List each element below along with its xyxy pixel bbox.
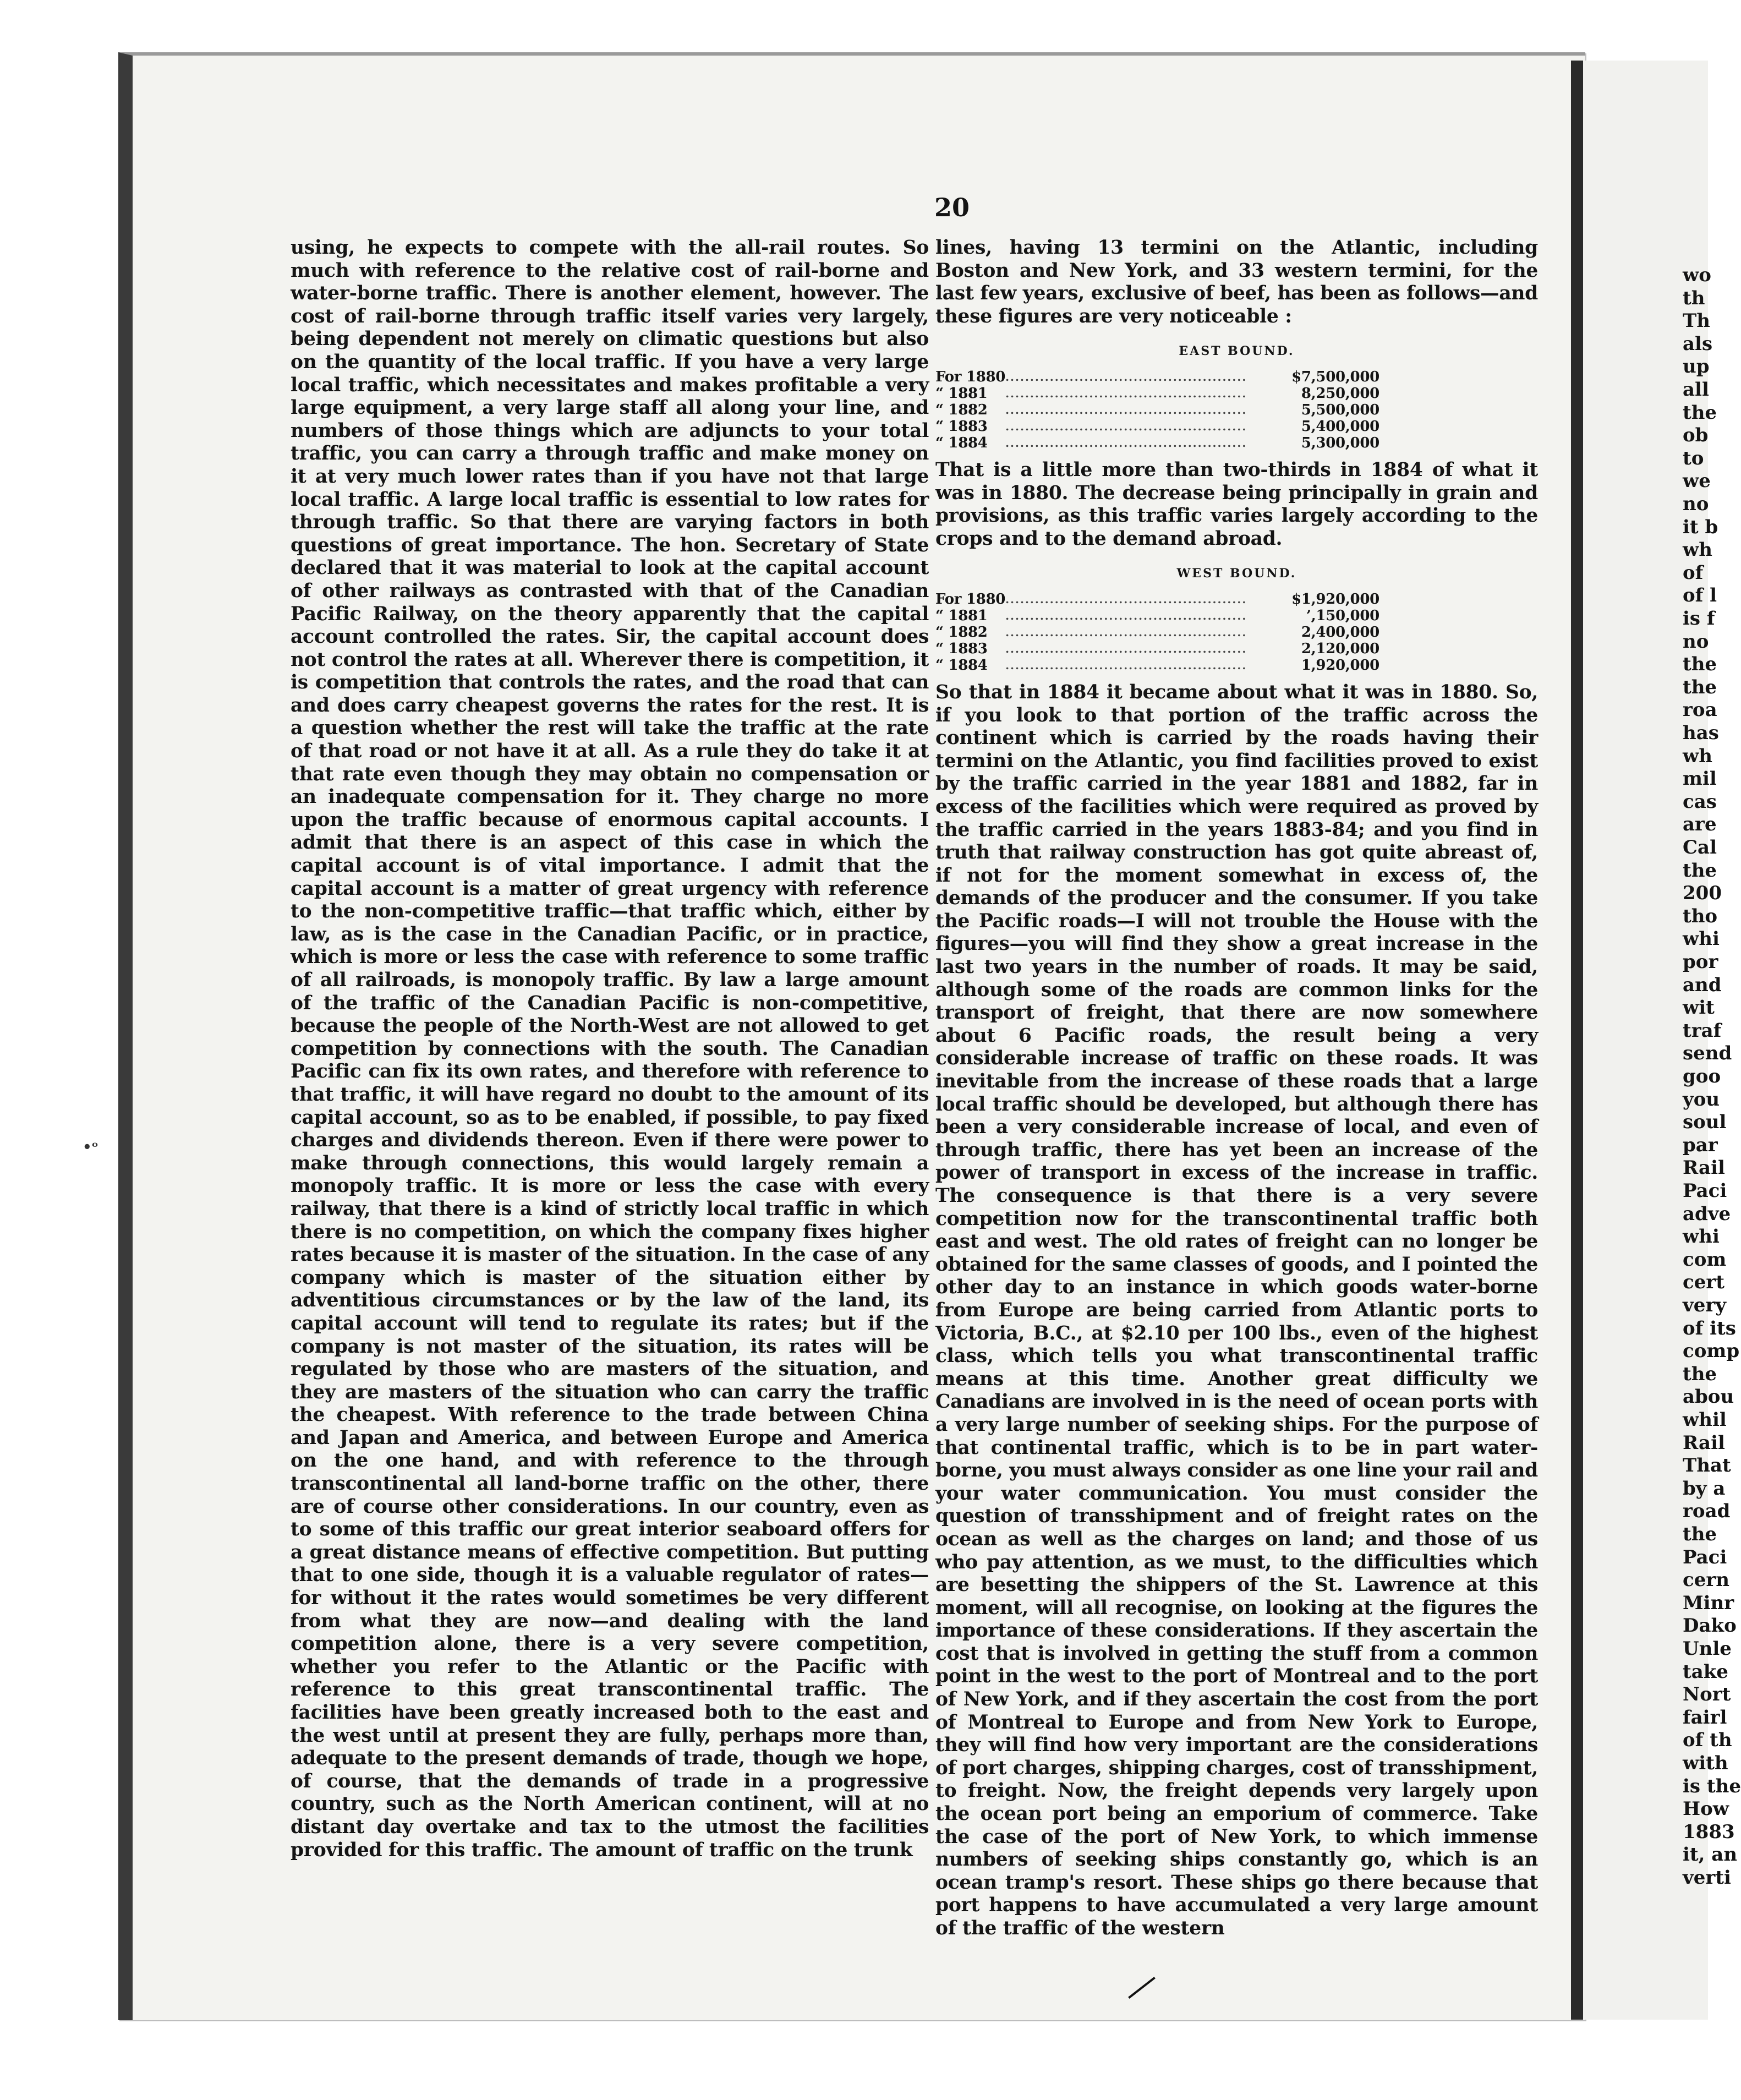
west-bound-heading: WEST BOUND.: [1176, 566, 1297, 581]
right-page-fragment: th: [1683, 287, 1705, 309]
right-page-fragment: is f: [1683, 608, 1715, 630]
left-column-text: using, he expects to compete with the all-rail routes. So much with reference to the relative cost of rail-borne and water-borne traffic. There is another element, however. The cost of rail-borne through traffic itself varies very largely, being dependent not merely on climatic questions but also on the quantity of the local traffic. If you have a very large local traffic, which necessitates and makes profitable a very large equipment, a very large staff all along your line, and numbers of those things which are adjuncts to your total traffic, you can carry a through traffic and make money on it at very much lower rates than if you have not that large local traffic. A large local traffic is essential to low rates for through traffic. So that there are varying factors in both questions of great importance. The hon. Secretary of State declared that it was material to look at the capital account of other railways as contrasted with that of the Canadian Pacific Railway, on the theory apparently that the capital account controlled the rates. Sir, the capital account does not control the rates at all. Wherever there is competition, it is competition that controls the rates, and the road that can and does carry cheapest governs the rates for the rest. It is a question whether the rest will take the traffic at the rate of that road or not have it at all. As a rule they do take it at that rate even though they may obtain no compensation or an inadequate compensation for it. They charge no more upon the traffic because of enormous capital accounts. I admit that there is an aspect of this case in which the capital account is of vital importance. I admit that the capital account is a matter of great urgency with reference to the non-competitive traffic—that traffic which, either by law, as is the case in the Canadian Pacific, or in practice, which is more or less the case with reference to some traffic of all railroads, is monopoly traffic. By law a large amount of the traffic of the Canadian Pacific is non-competitive, because the people of the North-West are not allowed to get competition by connections with the south. The Canadian Pacific can fix its own rates, and therefore with reference to that traffic, it will have regard no doubt to the amount of its capital account, so as to be enabled, if possible, to pay fixed charges and dividends thereon. Even if there were power to make through connections, this would largely remain a monopoly traffic. It is more or less the case with every railway, that there is a kind of strictly local traffic in which there is no competition, on which the company fixes higher rates because it is master of the situation. In the case of any company which is master of the situation either by adventitious circumstances or by the law of the land, its capital account will tend to regulate its rates; but if the company is not master of the situation, its rates will be regulated by those who are masters of the situation, and they are masters of the situation who can carry the traffic the cheapest. With reference to the trade between China and Japan and America, and between Europe and America on the one hand, and with reference to the through transcontinental all land-borne traffic on the other, there are of course other considerations. In our country, even as to some of this traffic our great interior seaboard offers for a great distance means of effective competition. But putting that to one side, though it is a valuable regulator of rates—for without it the rates would sometimes be very different from what they are now—and dealing with the land competition alone, there is a very severe competition, whether you refer to the Atlantic or the Pacific with reference to this great transcontinental traffic. The facilities have been greatly increased both to the east and the west until at present they are fully, perhaps more than, adequate to the present demands of trade, though we hope, of course, that the demands of trade in a progressive country, such as the North American continent, will at no distant day overtake and tax to the utmost the facilities provided for this traffic. The amount of traffic on the trunk: [291, 237, 929, 1861]
row-label: “ 1882: [935, 401, 988, 418]
right-page-fragment: fairl: [1683, 1706, 1727, 1729]
right-page-fragment: goo: [1683, 1065, 1721, 1087]
right-page-fragment: cas: [1683, 790, 1717, 813]
right-page-fragment: Cal: [1683, 836, 1717, 858]
right-page-fragment: Paci: [1683, 1180, 1727, 1202]
leader-dots: .................................................: [1005, 658, 1247, 672]
right-page-fragment: Nort: [1683, 1683, 1731, 1706]
right-page-fragment: the: [1683, 676, 1717, 698]
right-page-fragment: with: [1683, 1752, 1728, 1774]
page-number: 20: [934, 193, 970, 222]
row-value: 2,400,000: [1301, 624, 1379, 641]
right-page-fragment: adve: [1683, 1202, 1731, 1225]
right-page-fragment: wo: [1683, 264, 1711, 286]
right-page-fragment: wh: [1683, 745, 1712, 767]
row-value: $7,500,000: [1291, 368, 1379, 385]
scan-speck: •ᵒ: [83, 1139, 98, 1156]
row-value: ’,150,000: [1306, 607, 1379, 624]
leader-dots: .................................................: [1005, 403, 1247, 417]
right-page-fragment: of: [1683, 561, 1704, 584]
right-page-fragment: par: [1683, 1134, 1718, 1156]
leader-dots: .................................................: [1005, 642, 1247, 655]
right-page-fragment: all: [1683, 379, 1709, 401]
right-page-fragment: por: [1683, 951, 1718, 973]
right-page-fragment: of l: [1683, 584, 1717, 607]
right-page-fragment: wh: [1683, 539, 1712, 561]
right-page-fragment: cert: [1683, 1271, 1724, 1294]
right-page-fragment: How: [1683, 1798, 1729, 1820]
right-page-fragment: up: [1683, 356, 1710, 378]
leader-dots: .................................................: [1005, 592, 1247, 606]
right-page-fragment: Dako: [1683, 1615, 1737, 1637]
right-page-fragment: roa: [1683, 699, 1717, 721]
row-value: 5,400,000: [1301, 418, 1379, 435]
table-row: [935, 641, 1379, 657]
right-page-fragment: wit: [1683, 997, 1715, 1019]
row-label: “ 1883: [935, 418, 988, 435]
east-bound-table: [935, 369, 1379, 451]
right-page-fragment: take: [1683, 1660, 1728, 1683]
right-page-fragment: com: [1683, 1248, 1727, 1271]
right-page-fragment: comp: [1683, 1340, 1740, 1363]
table-row: [935, 402, 1379, 418]
right-page-fragment: of th: [1683, 1729, 1732, 1752]
right-page-fragment: That: [1683, 1454, 1731, 1477]
table-row: [935, 435, 1379, 451]
middle-after-west-text: So that in 1884 it became about what it was in 1880. So, if you look to that portion of the traffic across the continent which is carried by the roads having their termini on the Atlantic, you find facilities proved to exist by the traffic carried in the year 1881 and 1882, far in excess of the facilities which were required as proved by the traffic carried in the years 1883-84; and you find in truth that railway construction has got quite abreast of, if not for the moment somewhat in excess of, the demands of the producer and the consumer. If you take the Pacific roads—I will not trouble the House with the figures—you will find they show a great increase in the last two years in the number of roads. It may be said, although some of the roads are common links for the transport of freight, that there are now somewhere about 6 Pacific roads, the result being a very considerable increase of traffic on these roads. It was inevitable from the increase of these roads that a large local traffic should be developed, but although there has been a very considerable increase of local, and even of through traffic, there has yet been an increase of the power of transport in excess of the increase in traffic. The consequence is that there is a very severe competition now for the transcontinental traffic both east and west. The old rates of freight can no longer be obtained for the same classes of goods, and I pointed the other day to an instance in which goods water-borne from Europe are being carried from Atlantic ports to Victoria, B.C., at $2.10 per 100 lbs., even of the highest class, which tells you what transcontinental traffic means at this time. Another great difficulty we Canadians are involved in is the need of ocean ports with a very large number of seeking ships. For the purpose of that continental traffic, which is to be in part water-borne, you must always consider as one line your rail and your water communication. You must consider the question of transshipment and of freight rates on the ocean as well as the charges on land; and those of us who pay attention, as we must, to the difficulties which are besetting the shippers of the St. Lawrence at this moment, will all recognise, on looking at the figures the importance of these considerations. If they ascertain the cost that is involved in getting the stuff from a common point in the west to the port of Montreal and to the port of New York, and if they ascertain the cost from the port of Montreal to Europe and from New York to Europe, they will find how very important are the considerations of port charges, shipping charges, cost of transshipment, to freight. Now, the freight depends very largely upon the ocean port being an emporium of commerce. Take the case of the port of New York, to which immense numbers of seeking ships constantly go, which is an ocean tramp's resort. These ships go there because that port happens to have accumulated a very large amount of the traffic of the western: [935, 681, 1539, 1939]
row-value: 8,250,000: [1301, 385, 1379, 402]
right-page-fragment: Th: [1683, 310, 1711, 332]
right-page-fragment: the: [1683, 1363, 1717, 1385]
right-page-fragment: is the: [1683, 1775, 1741, 1797]
right-page-fragment: no: [1683, 493, 1709, 515]
right-page-fragment: has: [1683, 722, 1719, 744]
right-page-fragment: mil: [1683, 768, 1717, 790]
leader-dots: .................................................: [1005, 609, 1247, 622]
right-page-fragment: tho: [1683, 905, 1718, 927]
row-label: For 1880: [935, 590, 1006, 608]
right-page-fragment: soul: [1683, 1111, 1727, 1134]
row-value: 5,500,000: [1301, 401, 1379, 418]
table-row: [935, 385, 1379, 402]
right-page-fragment: ob: [1683, 424, 1709, 447]
table-row: [935, 624, 1379, 641]
page-right-edge: [1583, 61, 1741, 2020]
right-page-fragment: traf: [1683, 1019, 1722, 1042]
right-page-fragment: of its: [1683, 1317, 1736, 1339]
right-page-fragment: Minr: [1683, 1592, 1734, 1614]
right-page-fragment: abou: [1683, 1386, 1734, 1408]
right-page-fragment: verti: [1683, 1867, 1731, 1889]
right-page-fragment: whi: [1683, 1226, 1720, 1248]
leader-dots: .................................................: [1005, 436, 1247, 450]
right-page-fragment: we: [1683, 470, 1711, 493]
right-page-fragment: send: [1683, 1042, 1732, 1065]
right-page-fragment: Rail: [1683, 1431, 1725, 1454]
leader-dots: .................................................: [1005, 625, 1247, 639]
right-page-fragment: very: [1683, 1294, 1727, 1316]
right-page-fragment: Paci: [1683, 1546, 1727, 1568]
right-page-fragment: it b: [1683, 516, 1718, 538]
leader-dots: .................................................: [1005, 370, 1247, 384]
right-page-fragment: the: [1683, 1523, 1717, 1545]
row-value: 5,300,000: [1301, 434, 1379, 451]
leader-dots: .................................................: [1005, 419, 1247, 433]
table-row: [935, 591, 1379, 608]
row-label: “ 1881: [935, 385, 988, 402]
right-page-fragment: Rail: [1683, 1157, 1725, 1179]
right-page-fragment: the: [1683, 859, 1717, 882]
right-page-fragment: the: [1683, 401, 1717, 424]
right-page-fragment: and: [1683, 974, 1722, 996]
right-page-fragment: whi: [1683, 928, 1720, 950]
right-page-fragment: 1883: [1683, 1820, 1735, 1843]
middle-after-east-text: That is a little more than two-thirds in 1884 of what it was in 1880. The decrease being principally in grain and provisions, as this traffic varies largely according to the crops and to the demand abroad.: [935, 458, 1538, 550]
row-value: $1,920,000: [1291, 590, 1379, 608]
right-page-fragment: no: [1683, 630, 1709, 653]
page-gutter: [1571, 61, 1583, 2020]
leader-dots: .................................................: [1005, 386, 1247, 400]
row-value: 1,920,000: [1301, 657, 1379, 674]
row-value: 2,120,000: [1301, 640, 1379, 657]
right-page-fragment: road: [1683, 1500, 1731, 1523]
right-page-fragment: the: [1683, 653, 1717, 676]
right-page-fragment: you: [1683, 1088, 1720, 1111]
right-page-fragment: are: [1683, 813, 1717, 836]
table-row: [935, 369, 1379, 385]
row-label: “ 1881: [935, 607, 988, 624]
right-page-fragment: by a: [1683, 1477, 1726, 1500]
right-page-fragment: Unle: [1683, 1638, 1732, 1660]
middle-column: [935, 237, 1538, 1940]
row-label: “ 1884: [935, 434, 988, 451]
right-page-fragment: 200: [1683, 882, 1722, 905]
row-label: “ 1884: [935, 657, 988, 674]
table-row: [935, 418, 1379, 435]
right-page-fragment: als: [1683, 332, 1713, 355]
left-column: [291, 237, 929, 1862]
east-bound-heading: EAST BOUND.: [1179, 344, 1295, 359]
right-page-fragment: it, an: [1683, 1844, 1738, 1866]
west-bound-table: [935, 591, 1379, 674]
middle-intro-text: lines, having 13 termini on the Atlantic, including Boston and New York, and 33 western termini, for the last few years, exclusive of beef, has been as follows—and these figures are very noticeable :: [935, 237, 1538, 327]
right-page-fragment: cern: [1683, 1569, 1729, 1592]
right-page-fragment: whil: [1683, 1409, 1727, 1431]
table-row: [935, 657, 1379, 674]
right-page-fragment: to: [1683, 447, 1704, 469]
row-label: “ 1883: [935, 640, 988, 657]
row-label: “ 1882: [935, 624, 988, 641]
table-row: [935, 608, 1379, 624]
row-label: For 1880: [935, 368, 1006, 385]
